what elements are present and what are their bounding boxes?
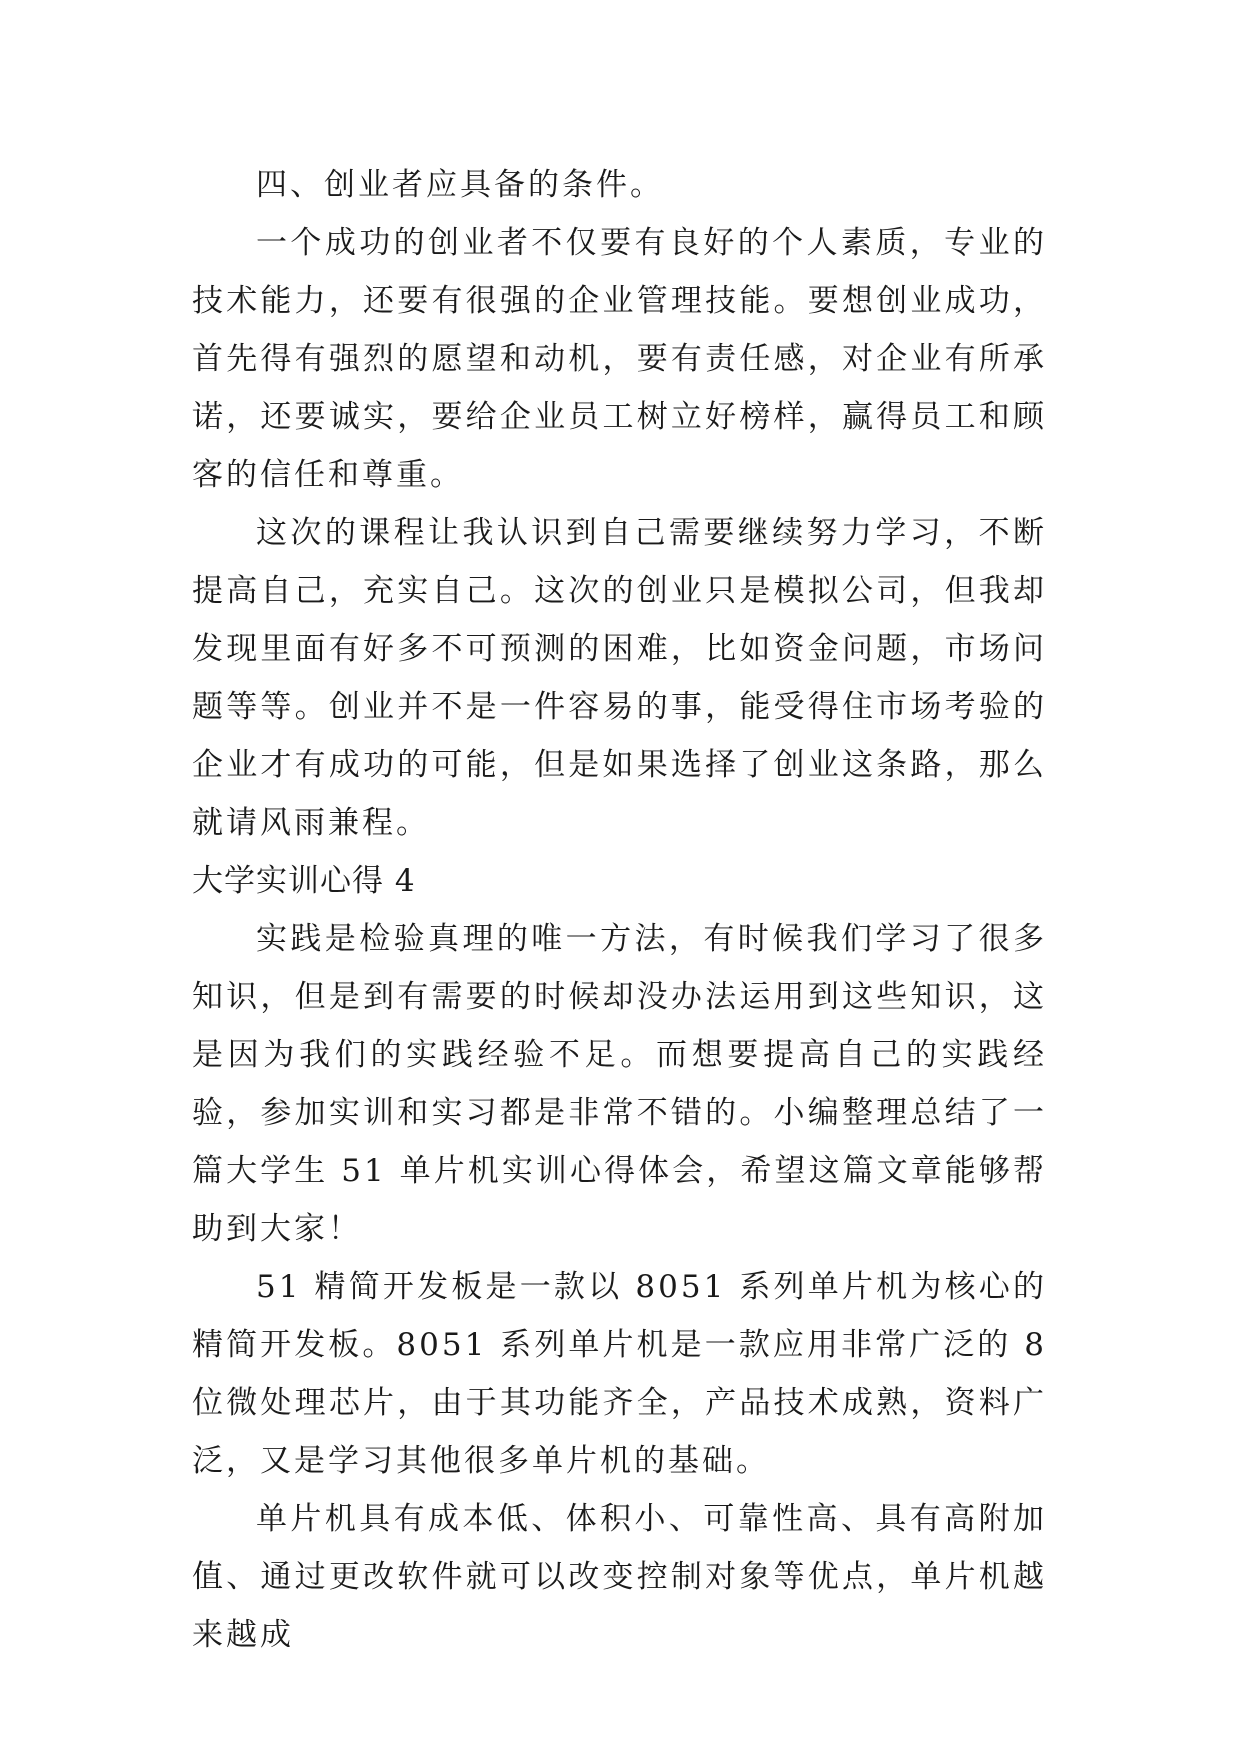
paragraph-practice-intro: 实践是检验真理的唯一方法，有时候我们学习了很多知识，但是到有需要的时候却没办法运用到这些知识，这是因为我们的实践经验不足。而想要提高自己的实践经验，参加实训和实习都是非常不错的。小编整理总结了一篇大学生 51 单片机实训心得体会，希望这篇文章能够帮助到大家！ xyxy=(192,921,1047,1247)
paragraph-entrepreneur-qualities: 一个成功的创业者不仅要有良好的个人素质，专业的技术能力，还要有很强的企业管理技能。要想创业成功，首先得有强烈的愿望和动机，要有责任感，对企业有所承诺，还要诚实，要给企业员工树立好榜样，赢得员工和顾客的信任和尊重。 xyxy=(192,225,1047,493)
section-training-reflection xyxy=(192,910,1047,1664)
paragraph-dev-board: 51 精简开发板是一款以 8051 系列单片机为核心的精简开发板。8051 系列单片机是一款应用非常广泛的 8 位微处理芯片，由于其功能齐全，产品技术成熟，资料广泛，又是学习其他很多单片机的基础。 xyxy=(192,1269,1047,1479)
paragraph-mcu-advantages: 单片机具有成本低、体积小、可靠性高、具有高附加值、通过更改软件就可以改变控制对象等优点，单片机越来越成 xyxy=(192,1501,1047,1653)
paragraph-course-reflection: 这次的课程让我认识到自己需要继续努力学习，不断提高自己，充实自己。这次的创业只是模拟公司，但我却发现里面有好多不可预测的困难，比如资金问题，市场问题等等。创业并不是一件容易的事，能受得住市场考验的企业才有成功的可能，但是如果选择了创业这条路，那么就请风雨兼程。 xyxy=(192,515,1047,841)
paragraph-heading-conditions: 四、创业者应具备的条件。 xyxy=(256,167,664,203)
section-conditions xyxy=(192,156,1047,852)
section-title: 大学实训心得 4 xyxy=(192,863,416,899)
